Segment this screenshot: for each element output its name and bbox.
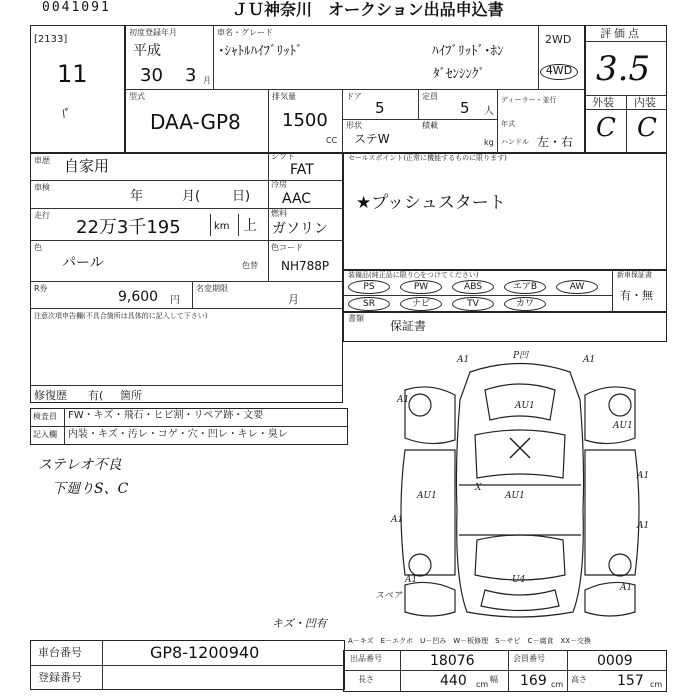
color-value: パール	[62, 255, 104, 271]
form-title: ＪＵ神奈川 オークション出品申込書	[232, 0, 504, 19]
notes-label: 注意次項申告欄(不具合箇所は具体的に記入して下さい)	[34, 312, 208, 320]
inspection-day: 日)	[232, 189, 251, 204]
mark-left-rear: A1	[405, 575, 418, 585]
lot-mark: \ ̊	[62, 109, 69, 120]
drive-4wd: 4WD	[545, 64, 573, 77]
mark-left-door: AU1	[417, 491, 437, 501]
mark-left-side: A1	[391, 515, 404, 525]
chassis-label: 車台番号	[38, 646, 82, 659]
capacity-unit: 人	[484, 106, 494, 117]
registration-month: 3	[185, 65, 197, 86]
mark-right-front: AU1	[613, 421, 633, 431]
exterior-label: 外装	[592, 96, 614, 109]
load-label: 積載	[422, 121, 438, 130]
width-value: 169	[520, 673, 547, 689]
model-code: DAA-GP8	[150, 110, 241, 134]
mark-front-right: A1	[583, 355, 596, 365]
entry-label: 出品番号	[350, 654, 382, 663]
width-label: 幅	[490, 675, 498, 684]
handle: 左・右	[537, 135, 574, 149]
shift-value: FAT	[290, 162, 314, 178]
entry-value: 18076	[430, 653, 475, 669]
shape: ステW	[354, 132, 390, 146]
registration-month-unit: 月	[203, 76, 211, 85]
dealer-label: ディーラー・並行	[501, 96, 557, 104]
use-label: 車歴	[34, 156, 50, 165]
car-damage-diagram	[375, 350, 665, 630]
repair-label: 修復歴	[34, 389, 67, 402]
repair-value-2: 箇所	[120, 389, 142, 402]
handle-label: ハンドル	[501, 138, 529, 146]
member-value: 0009	[597, 653, 633, 669]
height-value: 157	[617, 673, 644, 689]
lot-number: 11	[57, 60, 88, 88]
equipment-item: ABS	[452, 280, 494, 294]
ac-value: AAC	[282, 191, 312, 207]
mark-front-left: A1	[457, 355, 470, 365]
year-type-label: 年式	[501, 120, 515, 128]
drive-4wd-circled	[540, 64, 578, 80]
car-name: ･ｼｬﾄﾙﾊｲﾌﾞﾘｯﾄﾞ	[218, 44, 303, 59]
car-grade-2: ﾀﾞｾﾝｼﾝｸﾞ	[433, 67, 485, 82]
color-label: 色	[34, 243, 42, 252]
inspection-label: 車検	[34, 183, 50, 192]
doors-label: ドア	[346, 92, 362, 101]
mark-spare: スペア	[375, 591, 403, 601]
recycle-value: 9,600	[118, 289, 159, 305]
damage-legend: A－キズ E－エクボ U－凹み W－板修理 S－サビ C－腐食 XX－交換	[348, 637, 592, 645]
lot-code: [2133]	[34, 34, 68, 45]
equipment-label: 装備品(純正品に限り○をつけてください)	[348, 271, 479, 279]
repair-value: 有(	[88, 389, 104, 402]
mark-right-side: A1	[637, 521, 650, 531]
equipment-item: カワ	[504, 297, 546, 311]
transfer-label: 名変期限	[196, 284, 228, 293]
sales-point-label: セールスポイント(正常に機能するものに限ります)	[348, 154, 507, 162]
manual-value: 有・無	[620, 289, 653, 302]
equipment-item: ナビ	[400, 297, 442, 311]
color-code: NH788P	[281, 259, 330, 273]
score-value: 3.5	[596, 49, 651, 89]
recycle-unit: 円	[170, 295, 180, 306]
mark-left-front: A1	[397, 395, 410, 405]
repaint-label: 色替	[242, 261, 258, 270]
mark-rear: AU1	[505, 491, 525, 501]
capacity: 5	[460, 99, 470, 117]
use-value: 自家用	[64, 157, 110, 175]
equipment-item: PW	[400, 280, 442, 294]
mark-right-door: A1	[637, 471, 650, 481]
color-code-label: 色コード	[271, 243, 303, 252]
handwritten-scratch: キズ・凹有	[272, 617, 327, 630]
car-grade: ﾊｲﾌﾞﾘｯﾄﾞ･ﾎﾝ	[432, 44, 504, 59]
displacement-label: 排気量	[272, 92, 296, 101]
manual-label: 新車保証書	[617, 271, 652, 279]
length-label: 長さ	[358, 675, 374, 684]
length-unit: cm	[476, 680, 489, 689]
registration-era: 平成	[133, 43, 161, 59]
equipment-item: TV	[452, 297, 494, 311]
drive-2wd: 2WD	[545, 33, 572, 46]
handwritten-note-1: ステレオ不良	[38, 457, 122, 473]
fuel-value: ガソリン	[272, 221, 328, 237]
inspector-row-1: FW・キズ・飛石・ヒビ割・リペア跡・文要	[68, 410, 264, 421]
serial-number: 0041091	[42, 0, 111, 15]
inspector-label-2: 記入欄	[33, 430, 57, 439]
transfer-month: 月	[288, 293, 299, 306]
equipment-item: エアB	[504, 280, 546, 294]
reg-number-label: 登録番号	[38, 671, 82, 684]
shift-label: シフト	[271, 152, 295, 161]
equipment-item: AW	[556, 280, 598, 294]
exterior-score: C	[596, 113, 616, 143]
doors: 5	[375, 99, 385, 117]
mark-trunk: U4	[512, 575, 526, 585]
mileage-value: 22万3千195	[76, 217, 181, 238]
mileage-unit: km	[214, 221, 230, 232]
shape-label: 形状	[346, 121, 362, 130]
registration-label: 初度登録年月	[129, 28, 177, 37]
length-value: 440	[440, 673, 467, 689]
model-label: 型式	[129, 92, 145, 101]
interior-score: C	[637, 113, 657, 143]
mark-roof: X	[475, 483, 482, 493]
registration-year: 30	[140, 65, 163, 86]
inspector-label-1: 検査員	[33, 412, 57, 421]
ac-label: 冷房	[271, 180, 287, 189]
interior-label: 内装	[634, 96, 656, 109]
mark-hood: AU1	[515, 401, 535, 411]
recycle-label: R券	[34, 284, 48, 293]
load-unit: kg	[484, 138, 494, 147]
chassis-number: GP8-1200940	[150, 643, 260, 662]
score-label: 評価点	[600, 27, 642, 40]
capacity-label: 定員	[422, 92, 438, 101]
inspection-month: 月(	[182, 189, 201, 204]
equipment-item: PS	[348, 280, 390, 294]
car-name-label: 車名・グレード	[217, 28, 273, 37]
mileage-label: 走行	[34, 211, 50, 220]
inspector-row-2: 内装・キズ・汚レ・コゲ・穴・凹レ・キレ・臭レ	[68, 429, 288, 440]
mileage-mark: 上	[243, 218, 257, 234]
displacement-unit: CC	[326, 136, 338, 145]
equipment-item: SR	[348, 297, 390, 311]
height-unit: cm	[650, 680, 663, 689]
fuel-label: 燃料	[271, 209, 287, 218]
handwritten-note-2: 下廻りS、C	[52, 481, 129, 497]
height-label: 高さ	[571, 675, 587, 684]
documents-value: 保証書	[390, 319, 427, 333]
member-label: 会員番号	[513, 654, 545, 663]
mark-right-rear: A1	[620, 583, 633, 593]
inspection-year: 年	[130, 189, 144, 204]
mark-front: P凹	[513, 351, 529, 361]
documents-label: 書類	[348, 314, 364, 323]
width-unit: cm	[551, 680, 564, 689]
displacement: 1500	[282, 110, 328, 131]
sales-point-value: ★プッシュスタート	[356, 193, 506, 213]
